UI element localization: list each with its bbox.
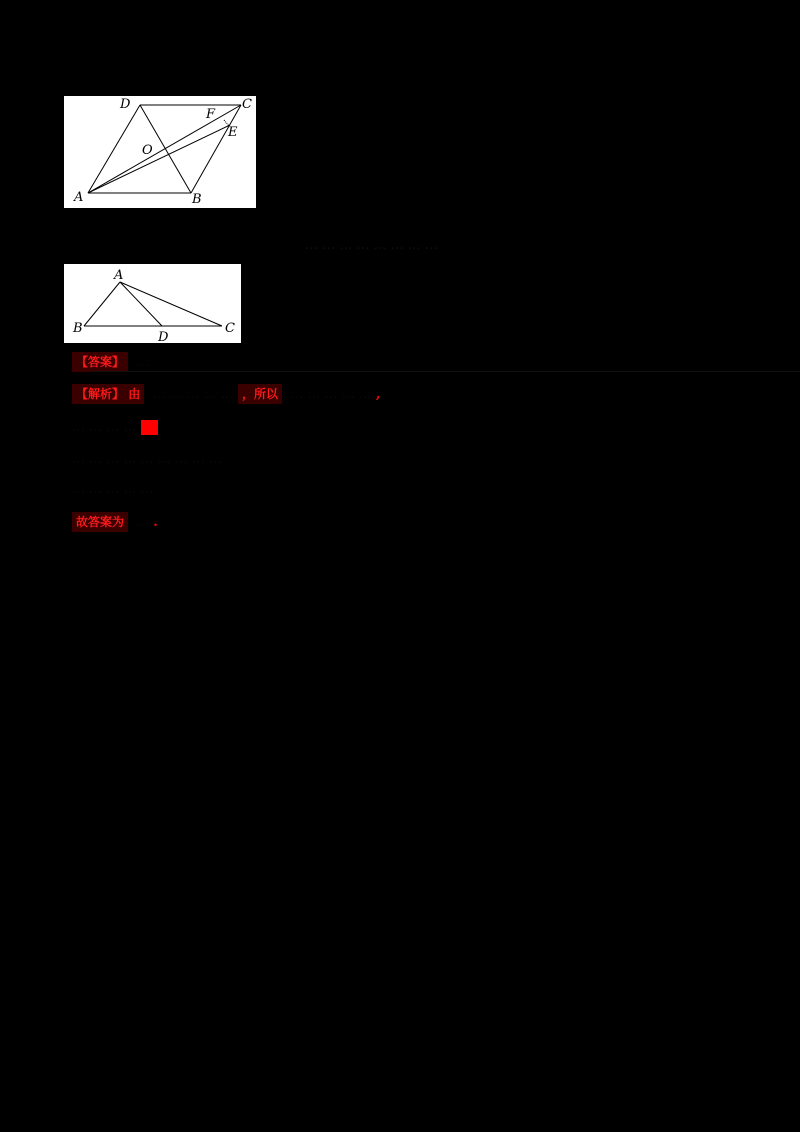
analysis-line-3: … … … … … … … … … <box>72 452 223 467</box>
analysis-line-1 <box>72 384 380 405</box>
analysis-line-4: … … … … … <box>72 482 154 497</box>
triangle-figure <box>64 264 241 343</box>
label-d: D <box>158 330 169 343</box>
question-fragment: … … … … … … … … <box>305 238 438 253</box>
conclusion-value: … <box>136 515 150 530</box>
analysis-text-1: … … … … … <box>152 387 234 402</box>
answer-tag: 【答案】 <box>72 352 128 372</box>
divider <box>92 371 800 372</box>
label-c: C <box>225 321 235 336</box>
answer-value: … <box>136 355 150 370</box>
label-c: C <box>242 97 252 112</box>
analysis-line2-highlight: … <box>142 420 156 435</box>
label-a: A <box>114 268 124 283</box>
label-e: E <box>228 125 238 140</box>
analysis-end-mark: , <box>375 387 381 402</box>
label-a: A <box>74 190 84 205</box>
analysis-text-1b: … … … … … <box>290 387 372 402</box>
rhombus-figure <box>64 96 256 208</box>
analysis-line-2 <box>72 418 158 438</box>
analysis-text-2: … … … … <box>72 420 137 435</box>
conclusion-end: . <box>153 515 158 530</box>
triangle-diagram <box>64 264 241 343</box>
label-f: F <box>206 107 216 122</box>
label-b: B <box>73 321 83 336</box>
answer-line <box>72 352 149 373</box>
conclusion-tag: 故答案为 <box>72 512 128 532</box>
analysis-highlight: ，所以 <box>238 384 282 404</box>
label-o: O <box>142 143 153 158</box>
rhombus-diagram <box>64 96 256 208</box>
analysis-tag: 【解析】 由 <box>72 384 144 404</box>
label-d: D <box>120 97 131 112</box>
conclusion-line <box>72 512 158 533</box>
label-b: B <box>192 192 202 207</box>
